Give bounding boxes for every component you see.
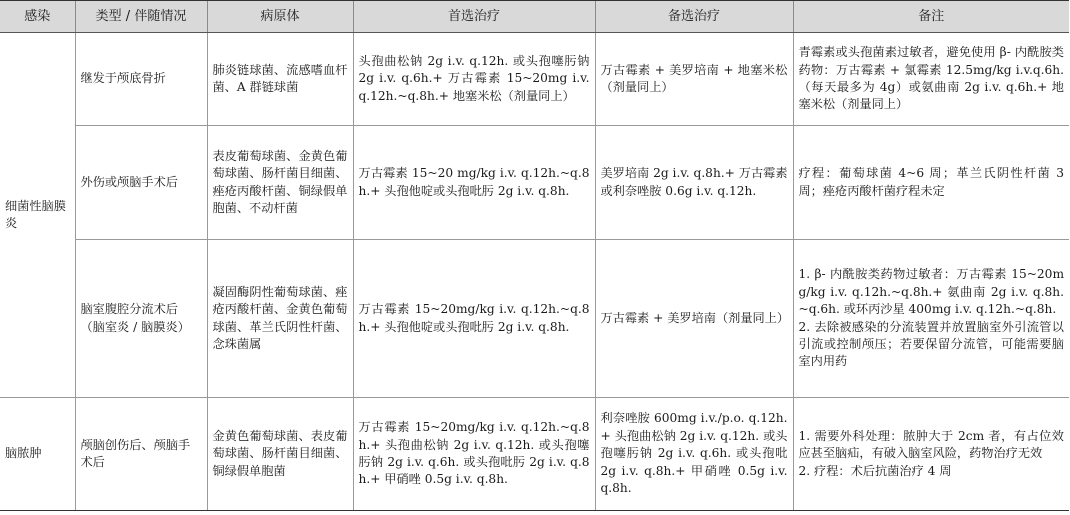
note-line: 疗程：葡萄球菌 4~6 周；革兰氏阴性杆菌 3 周；痤疮丙酸杆菌疗程未定 [798,166,1064,198]
type-cell: 脑室腹腔分流术后（脑室炎 / 脑膜炎） [75,240,207,398]
first-line-cell: 头孢曲松钠 2g i.v. q.12h. 或头孢噻肟钠 2g i.v. q.6h.+ 万古霉素 15~20mg i.v. q.12h.~q.8h.+ 地塞米松（剂量同上） [353,33,595,126]
alternative-cell: 万古霉素 + 美罗培南（剂量同上） [595,240,793,398]
notes-cell [793,398,1069,511]
type-cell: 外伤或颅脑手术后 [75,126,207,240]
category-cell: 细菌性脑膜炎 [0,33,75,398]
note-line: 2. 疗程：术后抗菌治疗 4 周 [798,463,952,478]
category-cell: 脑脓肿 [0,398,75,511]
pathogen-cell: 金黄色葡萄球菌、表皮葡萄球菌、肠杆菌目细菌、铜绿假单胞菌 [207,398,353,511]
type-cell: 继发于颅底骨折 [75,33,207,126]
notes-cell [793,126,1069,240]
header-infection: 感染 [0,1,75,33]
header-row [0,1,1069,33]
notes-cell [793,240,1069,398]
alternative-cell: 利奈唑胺 600mg i.v./p.o. q.12h.+ 头孢曲松钠 2g i.v. q.12h. 或头孢噻肟钠 2g i.v. q.6h. 或头孢吡 2g i.v. q.8h.+ 甲硝唑 0.5g i.v. q.8h. [595,398,793,511]
pathogen-cell: 凝固酶阴性葡萄球菌、痤疮丙酸杆菌、金黄色葡萄球菌、革兰氏阴性杆菌、念珠菌属 [207,240,353,398]
first-line-cell: 万古霉素 15~20mg/kg i.v. q.12h.~q.8h.+ 头孢他啶或头孢吡肟 2g i.v. q.8h. [353,240,595,398]
type-cell: 颅脑创伤后、颅脑手术后 [75,398,207,511]
notes-cell [793,33,1069,126]
pathogen-cell: 表皮葡萄球菌、金黄色葡萄球菌、肠杆菌目细菌、痤疮丙酸杆菌、铜绿假单胞菌、不动杆菌 [207,126,353,240]
header-first-line: 首选治疗 [353,1,595,33]
header-type: 类型 / 伴随情况 [75,1,207,33]
note-line: 1. β- 内酰胺类药物过敏者：万古霉素 15~20mg/kg i.v. q.12h.~q.8h.+ 氨曲南 2g i.v. q.8h.~q.6h. 或环丙沙星 400mg i.v. q.12h.~q.8h. [798,267,1064,317]
header-alternative: 备选治疗 [595,1,793,33]
header-pathogen: 病原体 [207,1,353,33]
header-notes: 备注 [793,1,1069,33]
note-line: 2. 去除被感染的分流装置并放置脑室外引流管以引流或控制颅压；若要保留分流管，可能需要脑室内用药 [798,319,1064,369]
note-line: 青霉素或头孢菌素过敏者，避免使用 β- 内酰胺类药物：万古霉素 + 氯霉素 12.5mg/kg i.v.q.6h.（每天最多为 4g）或氨曲南 2g i.v. q.6h.+ 地塞米松（剂量同上） [798,45,1064,112]
first-line-cell: 万古霉素 15~20mg/kg i.v. q.12h.~q.8h.+ 头孢曲松钠 2g i.v. q.12h. 或头孢噻肟钠 2g i.v. q.6h. 或头孢吡肟 2g i.v. q.8h.+ 甲硝唑 0.5g i.v. q.8h. [353,398,595,511]
alternative-cell: 美罗培南 2g i.v. q.8h.+ 万古霉素或利奈唑胺 0.6g i.v. q.12h. [595,126,793,240]
table-row [0,33,1069,126]
alternative-cell: 万古霉素 + 美罗培南 + 地塞米松（剂量同上） [595,33,793,126]
table-row [0,126,1069,240]
first-line-cell: 万古霉素 15~20 mg/kg i.v. q.12h.~q.8h.+ 头孢他啶或头孢吡肟 2g i.v. q.8h. [353,126,595,240]
note-line: 1. 需要外科处理：脓肿大于 2cm 者，有占位效应甚至脑疝，有破入脑室风险，药物治疗无效 [798,428,1064,461]
pathogen-cell: 肺炎链球菌、流感嗜血杆菌、A 群链球菌 [207,33,353,126]
table-row [0,240,1069,398]
table-row [0,398,1069,511]
